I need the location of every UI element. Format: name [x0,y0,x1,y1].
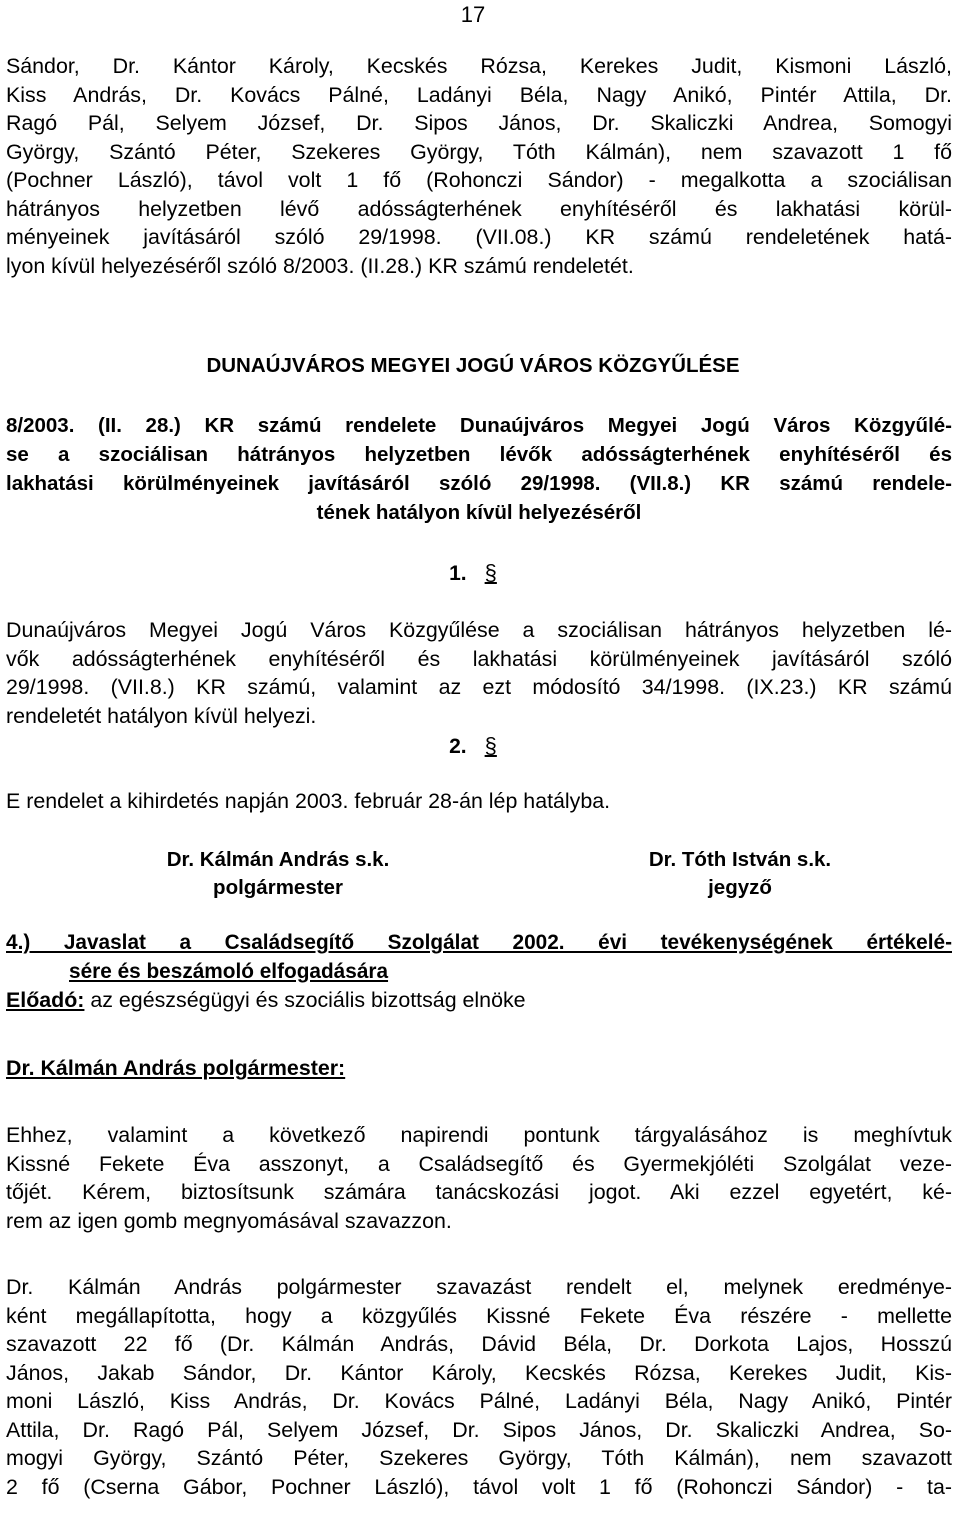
text-line: Ehhez, valamint a következő napirendi pontunk tárgyalásához is meghívtuk [6,1123,952,1147]
agenda-title-line: sére és beszámoló elfogadására [69,959,389,983]
text-line: mogyi György, Szántó Péter, Szekeres György, Tóth Kálmán), nem szavazott [6,1446,952,1470]
speaker-heading: Dr. Kálmán András polgármester: [6,1056,346,1080]
text-line: E rendelet a kihirdetés napján 2003. február 28-án lép hatályba. [6,789,611,813]
section-number: 1. [449,562,467,585]
signer-name: Dr. Kálmán András s.k. [166,848,390,871]
page-number: 17 [460,2,486,27]
section-2-text [6,787,952,816]
section-sign: § [484,560,497,585]
text-line: vők adósságterhének enyhítéséről és lakhatási körülményeinek javításáról szóló [6,646,952,671]
presenter-line [6,986,952,1015]
text-line: ményeinek javításáról szóló 29/1998. (VII.08.) KR számú rendeletének hatá- [6,225,952,249]
section-number: 2. [449,735,467,758]
text-line: moni László, Kiss András, Dr. Kovács Pálné, Ladányi Béla, Nagy Anikó, Pintér [6,1389,952,1413]
intro-paragraph [6,52,952,280]
text-line: Attila, Dr. Ragó Pál, Selyem József, Dr. Sipos János, Dr. Skaliczki Andrea, So- [6,1417,952,1442]
text-line: lyon kívül helyezéséről szóló 8/2003. (II.28.) KR számú rendeletét. [6,253,634,278]
signature-left [108,846,448,902]
text-line: György, Szántó Péter, Szekeres György, Tóth Kálmán), nem szavazott 1 fő [6,139,952,164]
text-line: lakhatási körülményeinek javításáról szóló 29/1998. (VII.8.) KR számú rendele- [6,472,952,495]
speaker-heading-block [6,1054,952,1083]
text-line: hátrányos helyzetben lévő adósságterhének enyhítéséről és lakhatási körül- [6,196,952,221]
vote-paragraph [6,1273,952,1501]
text-line: ként megállapította, hogy a közgyűlés Kissné Fekete Éva részére - mellette [6,1303,952,1328]
section-2-heading [0,733,946,759]
text-line: rem az igen gomb megnyomásával szavazzon. [6,1208,452,1233]
text-line: se a szociálisan hátrányos helyzetben lévők adósságterhének enyhítéséről és [6,443,952,466]
text-line: (Pochner László), távol volt 1 fő (Rohonczi Sándor) - megalkotta a szociálisan [6,168,952,192]
text-line: Sándor, Dr. Kántor Károly, Kecskés Rózsa, Kerekes Judit, Kismoni László, [6,54,952,78]
signature-right [570,846,910,902]
text-line: szavazott 22 fő (Dr. Kálmán András, Dávid Béla, Dr. Dorkota Lajos, Hosszú [6,1332,952,1356]
signer-name: Dr. Tóth István s.k. [648,848,832,871]
agenda-item [6,929,952,1015]
text-line: tének hatályon kívül helyezéséről [316,501,642,524]
presenter-label: Előadó: [6,988,85,1012]
text-line: tőjét. Kérem, biztosítsunk számára tanácskozási jogot. Aki ezzel egyetért, ké- [6,1180,952,1204]
text-line: 29/1998. (VII.8.) KR számú, valamint az ezt módosító 34/1998. (IX.23.) KR számú [6,675,952,699]
text-line: 8/2003. (II. 28.) KR számú rendelete Dunaújváros Megyei Jogú Város Közgyűlé- [6,414,952,437]
section-1-heading [0,560,946,586]
text-line: Kiss András, Dr. Kovács Pálné, Ladányi Béla, Nagy Anikó, Pintér Attila, Dr. [6,82,952,107]
section-sign: § [484,733,497,758]
text-line: Dunaújváros Megyei Jogú Város Közgyűlése a szociálisan hátrányos helyzetben lé- [6,618,952,642]
text-line: János, Jakab Sándor, Dr. Kántor Károly, Kecskés Rózsa, Kerekes Judit, Kis- [6,1360,952,1385]
signer-role: jegyző [708,876,772,899]
text-line: rendeletét hatályon kívül helyezi. [6,703,317,728]
text-line: Ragó Pál, Selyem József, Dr. Sipos János, Dr. Skaliczki Andrea, Somogyi [6,111,952,135]
section-1-text [6,616,952,730]
text-line: Dr. Kálmán András polgármester szavazást rendelt el, melynek eredménye- [6,1275,952,1299]
signer-role: polgármester [213,876,343,899]
agenda-title-line: 4.) Javaslat a Családsegítő Szolgálat 2002. évi tevékenységének értékelé- [6,931,952,954]
text-line: 2 fő (Cserna Gábor, Pochner László), távol volt 1 fő (Rohonczi Sándor) - ta- [6,1474,952,1499]
speech-paragraph [6,1121,952,1235]
text-line: Kissné Fekete Éva asszonyt, a Családsegítő és Gyermekjóléti Szolgálat veze- [6,1151,952,1176]
presenter-text: az egészségügyi és szociális bizottság elnöke [84,988,526,1012]
assembly-heading: DUNAÚJVÁROS MEGYEI JOGÚ VÁROS KÖZGYŰLÉSE [206,354,740,377]
decree-title [6,411,952,527]
